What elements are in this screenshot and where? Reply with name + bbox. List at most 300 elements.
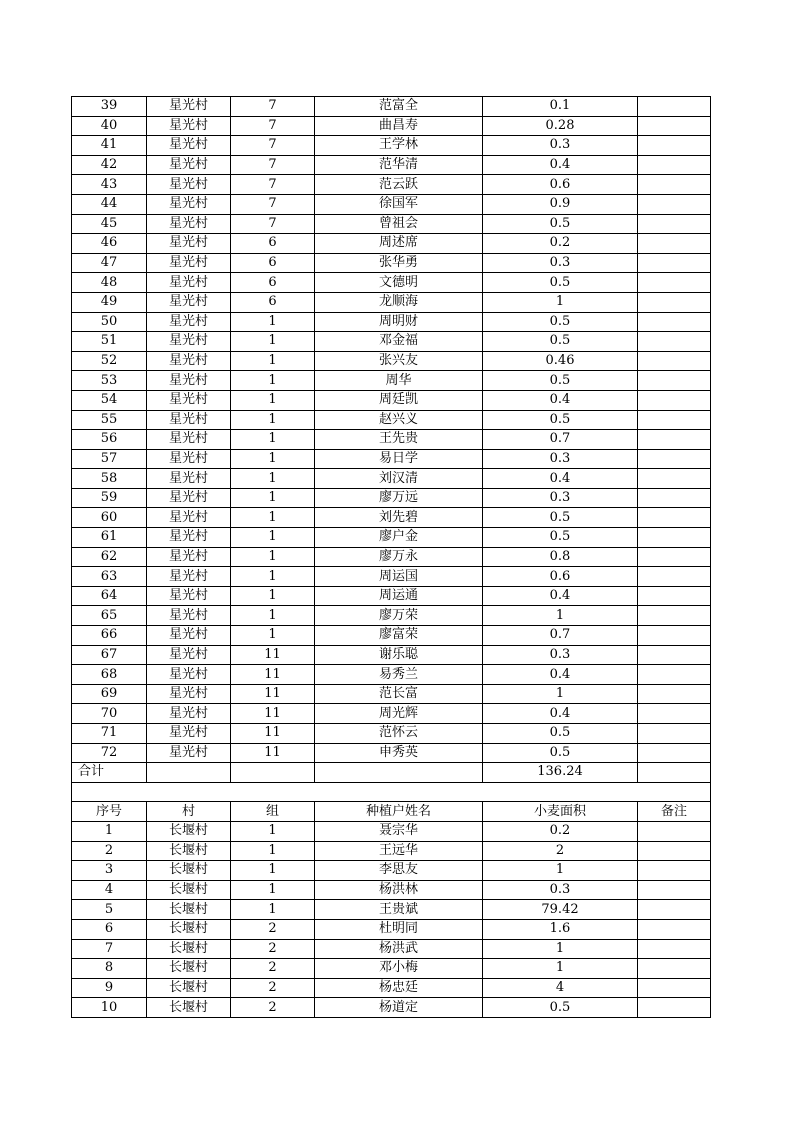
row-number-cell: 41 <box>72 136 147 156</box>
row-number-cell: 4 <box>72 880 147 900</box>
remarks-cell <box>638 900 711 920</box>
row-number-cell: 72 <box>72 743 147 763</box>
village-cell: 星光村 <box>147 136 231 156</box>
row-number-cell: 69 <box>72 684 147 704</box>
table-row <box>72 214 711 234</box>
group-cell: 7 <box>231 136 315 156</box>
group-cell: 7 <box>231 175 315 195</box>
village-cell: 星光村 <box>147 116 231 136</box>
farmer-name-cell: 周廷凯 <box>315 390 483 410</box>
row-number-cell: 55 <box>72 410 147 430</box>
wheat-area-cell: 1 <box>483 606 638 626</box>
wheat-area-cell: 0.4 <box>483 665 638 685</box>
remarks-cell <box>638 116 711 136</box>
wheat-area-cell: 0.9 <box>483 194 638 214</box>
village-cell: 星光村 <box>147 743 231 763</box>
table-row <box>72 743 711 763</box>
farmer-name-cell: 杨忠廷 <box>315 978 483 998</box>
village-cell: 星光村 <box>147 508 231 528</box>
remarks-cell <box>638 430 711 450</box>
farmer-name-cell: 范长富 <box>315 684 483 704</box>
village-cell: 星光村 <box>147 488 231 508</box>
remarks-cell <box>638 234 711 254</box>
table-row <box>72 449 711 469</box>
village-cell: 星光村 <box>147 371 231 391</box>
village-cell: 长堰村 <box>147 978 231 998</box>
remarks-cell <box>638 194 711 214</box>
table-row <box>72 508 711 528</box>
village-cell: 星光村 <box>147 194 231 214</box>
table-row <box>72 155 711 175</box>
village-cell: 长堰村 <box>147 919 231 939</box>
row-number-cell: 64 <box>72 586 147 606</box>
table-row <box>72 704 711 724</box>
wheat-area-cell: 0.4 <box>483 390 638 410</box>
farmer-name-cell: 周光辉 <box>315 704 483 724</box>
table-row <box>72 959 711 979</box>
farmer-name-cell: 周运通 <box>315 586 483 606</box>
village-cell: 星光村 <box>147 430 231 450</box>
village-cell: 星光村 <box>147 410 231 430</box>
row-number-cell: 44 <box>72 194 147 214</box>
group-cell: 11 <box>231 724 315 744</box>
village-cell: 星光村 <box>147 234 231 254</box>
wheat-area-cell: 0.5 <box>483 410 638 430</box>
row-number-cell: 43 <box>72 175 147 195</box>
row-number-cell: 57 <box>72 449 147 469</box>
remarks-cell <box>638 821 711 841</box>
group-cell: 6 <box>231 253 315 273</box>
village-cell: 星光村 <box>147 273 231 293</box>
farmer-name-cell: 杨道定 <box>315 998 483 1018</box>
wheat-area-cell: 0.5 <box>483 214 638 234</box>
village-cell: 星光村 <box>147 351 231 371</box>
farmer-name-cell: 徐国军 <box>315 194 483 214</box>
table-row <box>72 939 711 959</box>
village-cell: 星光村 <box>147 724 231 744</box>
wheat-area-cell: 0.5 <box>483 528 638 548</box>
farmer-name-cell: 张华勇 <box>315 253 483 273</box>
group-cell: 1 <box>231 586 315 606</box>
row-number-cell: 2 <box>72 841 147 861</box>
group-cell: 1 <box>231 528 315 548</box>
farmer-name-cell: 曾祖会 <box>315 214 483 234</box>
remarks-cell <box>638 371 711 391</box>
village-cell: 星光村 <box>147 312 231 332</box>
farmer-name-cell: 曲昌寿 <box>315 116 483 136</box>
table-row <box>72 253 711 273</box>
empty-cell <box>147 763 231 783</box>
group-cell: 6 <box>231 273 315 293</box>
row-number-cell: 42 <box>72 155 147 175</box>
farmer-name-cell: 龙顺海 <box>315 292 483 312</box>
remarks-cell <box>638 743 711 763</box>
row-number-cell: 56 <box>72 430 147 450</box>
table-row <box>72 880 711 900</box>
village-cell: 星光村 <box>147 253 231 273</box>
remarks-cell <box>638 508 711 528</box>
farmer-name-cell: 申秀英 <box>315 743 483 763</box>
column-header-row-number: 序号 <box>72 802 147 822</box>
village-cell: 星光村 <box>147 586 231 606</box>
row-number-cell: 67 <box>72 645 147 665</box>
remarks-cell <box>638 332 711 352</box>
column-header-farmer-name: 种植户姓名 <box>315 802 483 822</box>
village-cell: 星光村 <box>147 97 231 117</box>
village-cell: 长堰村 <box>147 880 231 900</box>
group-cell: 11 <box>231 704 315 724</box>
group-cell: 1 <box>231 861 315 881</box>
group-cell: 1 <box>231 626 315 646</box>
row-number-cell: 6 <box>72 919 147 939</box>
row-number-cell: 1 <box>72 821 147 841</box>
table-row <box>72 97 711 117</box>
row-number-cell: 71 <box>72 724 147 744</box>
row-number-cell: 68 <box>72 665 147 685</box>
village-cell: 星光村 <box>147 547 231 567</box>
farmer-name-cell: 杨洪武 <box>315 939 483 959</box>
table-row <box>72 861 711 881</box>
wheat-area-cell: 4 <box>483 978 638 998</box>
table-row <box>72 292 711 312</box>
remarks-cell <box>638 645 711 665</box>
farmer-name-cell: 谢乐聪 <box>315 645 483 665</box>
wheat-area-cell: 0.3 <box>483 880 638 900</box>
remarks-cell <box>638 861 711 881</box>
group-cell: 1 <box>231 410 315 430</box>
table-row <box>72 978 711 998</box>
wheat-area-cell: 0.5 <box>483 371 638 391</box>
table-row <box>72 312 711 332</box>
table-row <box>72 998 711 1018</box>
table-row <box>72 273 711 293</box>
row-number-cell: 47 <box>72 253 147 273</box>
table-row <box>72 900 711 920</box>
remarks-cell <box>638 410 711 430</box>
farmer-name-cell: 范富全 <box>315 97 483 117</box>
table-row <box>72 116 711 136</box>
village-cell: 星光村 <box>147 665 231 685</box>
remarks-cell <box>638 724 711 744</box>
wheat-area-cell: 0.5 <box>483 312 638 332</box>
empty-cell <box>315 763 483 783</box>
table-row <box>72 234 711 254</box>
wheat-area-cell: 0.3 <box>483 253 638 273</box>
remarks-cell <box>638 626 711 646</box>
group-cell: 6 <box>231 234 315 254</box>
farmer-name-cell: 廖万远 <box>315 488 483 508</box>
village-cell: 星光村 <box>147 292 231 312</box>
row-number-cell: 61 <box>72 528 147 548</box>
farmer-name-cell: 王远华 <box>315 841 483 861</box>
group-cell: 1 <box>231 390 315 410</box>
farmer-name-cell: 杨洪林 <box>315 880 483 900</box>
group-cell: 1 <box>231 371 315 391</box>
row-number-cell: 45 <box>72 214 147 234</box>
wheat-area-cell: 0.8 <box>483 547 638 567</box>
table-row <box>72 410 711 430</box>
farmer-name-cell: 李思友 <box>315 861 483 881</box>
village-cell: 长堰村 <box>147 939 231 959</box>
group-cell: 7 <box>231 155 315 175</box>
village-cell: 长堰村 <box>147 821 231 841</box>
row-number-cell: 3 <box>72 861 147 881</box>
group-cell: 11 <box>231 684 315 704</box>
farmer-name-cell: 范华清 <box>315 155 483 175</box>
table-row <box>72 469 711 489</box>
wheat-area-cell: 0.7 <box>483 626 638 646</box>
group-cell: 1 <box>231 567 315 587</box>
wheat-area-cell: 1.6 <box>483 919 638 939</box>
column-header-group: 组 <box>231 802 315 822</box>
remarks-cell <box>638 155 711 175</box>
group-cell: 2 <box>231 959 315 979</box>
wheat-area-cell: 0.5 <box>483 273 638 293</box>
remarks-cell <box>638 684 711 704</box>
row-number-cell: 49 <box>72 292 147 312</box>
farmer-name-cell: 易秀兰 <box>315 665 483 685</box>
table-row <box>72 586 711 606</box>
remarks-cell <box>638 175 711 195</box>
wheat-area-cell: 1 <box>483 861 638 881</box>
table-row <box>72 567 711 587</box>
table-row <box>72 488 711 508</box>
wheat-area-cell: 0.3 <box>483 488 638 508</box>
wheat-area-cell: 0.6 <box>483 567 638 587</box>
village-cell: 星光村 <box>147 528 231 548</box>
table-row <box>72 645 711 665</box>
row-number-cell: 9 <box>72 978 147 998</box>
wheat-area-cell: 0.3 <box>483 136 638 156</box>
farmer-name-cell: 张兴友 <box>315 351 483 371</box>
remarks-cell <box>638 919 711 939</box>
row-number-cell: 10 <box>72 998 147 1018</box>
row-number-cell: 48 <box>72 273 147 293</box>
farmer-name-cell: 文德明 <box>315 273 483 293</box>
village-cell: 星光村 <box>147 626 231 646</box>
group-cell: 1 <box>231 841 315 861</box>
group-cell: 7 <box>231 214 315 234</box>
row-number-cell: 5 <box>72 900 147 920</box>
row-number-cell: 7 <box>72 939 147 959</box>
remarks-cell <box>638 586 711 606</box>
remarks-cell <box>638 880 711 900</box>
group-cell: 1 <box>231 469 315 489</box>
group-cell: 1 <box>231 488 315 508</box>
village-cell: 长堰村 <box>147 998 231 1018</box>
group-cell: 1 <box>231 821 315 841</box>
row-number-cell: 50 <box>72 312 147 332</box>
wheat-area-cell: 0.3 <box>483 449 638 469</box>
header-row <box>72 802 711 822</box>
group-cell: 1 <box>231 547 315 567</box>
farmer-name-cell: 周述席 <box>315 234 483 254</box>
group-cell: 1 <box>231 880 315 900</box>
row-number-cell: 51 <box>72 332 147 352</box>
group-cell: 7 <box>231 97 315 117</box>
row-number-cell: 58 <box>72 469 147 489</box>
remarks-cell <box>638 292 711 312</box>
table-row <box>72 665 711 685</box>
group-cell: 11 <box>231 743 315 763</box>
table-row <box>72 606 711 626</box>
total-label: 合计 <box>72 763 147 783</box>
farmer-name-cell: 周明财 <box>315 312 483 332</box>
row-number-cell: 62 <box>72 547 147 567</box>
table-row <box>72 371 711 391</box>
farmer-name-cell: 赵兴义 <box>315 410 483 430</box>
row-number-cell: 8 <box>72 959 147 979</box>
wheat-area-cell: 2 <box>483 841 638 861</box>
row-number-cell: 53 <box>72 371 147 391</box>
farmer-name-cell: 周运国 <box>315 567 483 587</box>
column-header-remarks: 备注 <box>638 802 711 822</box>
wheat-area-cell: 0.5 <box>483 998 638 1018</box>
wheat-area-cell: 0.6 <box>483 175 638 195</box>
row-number-cell: 46 <box>72 234 147 254</box>
table-row <box>72 547 711 567</box>
remarks-cell <box>638 547 711 567</box>
wheat-planting-table <box>71 96 711 1018</box>
wheat-area-cell: 0.4 <box>483 704 638 724</box>
group-cell: 2 <box>231 919 315 939</box>
wheat-area-cell: 0.7 <box>483 430 638 450</box>
row-number-cell: 52 <box>72 351 147 371</box>
group-cell: 2 <box>231 939 315 959</box>
wheat-area-cell: 1 <box>483 684 638 704</box>
village-cell: 星光村 <box>147 684 231 704</box>
group-cell: 1 <box>231 508 315 528</box>
farmer-name-cell: 廖户金 <box>315 528 483 548</box>
remarks-cell <box>638 253 711 273</box>
table-row <box>72 626 711 646</box>
column-header-wheat-area: 小麦面积 <box>483 802 638 822</box>
remarks-cell <box>638 469 711 489</box>
table-row <box>72 528 711 548</box>
village-cell: 长堰村 <box>147 900 231 920</box>
remarks-cell <box>638 390 711 410</box>
wheat-area-cell: 0.5 <box>483 508 638 528</box>
group-cell: 7 <box>231 194 315 214</box>
farmer-name-cell: 易日学 <box>315 449 483 469</box>
remarks-cell <box>638 998 711 1018</box>
table-row <box>72 821 711 841</box>
village-cell: 星光村 <box>147 214 231 234</box>
table-row <box>72 430 711 450</box>
village-cell: 星光村 <box>147 332 231 352</box>
table-row <box>72 351 711 371</box>
wheat-area-cell: 1 <box>483 959 638 979</box>
remarks-cell <box>638 939 711 959</box>
group-cell: 11 <box>231 665 315 685</box>
table-row <box>72 332 711 352</box>
village-cell: 星光村 <box>147 567 231 587</box>
group-cell: 1 <box>231 449 315 469</box>
table-row <box>72 724 711 744</box>
remarks-cell <box>638 841 711 861</box>
farmer-name-cell: 范怀云 <box>315 724 483 744</box>
empty-cell <box>231 763 315 783</box>
village-cell: 星光村 <box>147 704 231 724</box>
farmer-name-cell: 邓金福 <box>315 332 483 352</box>
remarks-cell <box>638 704 711 724</box>
group-cell: 1 <box>231 430 315 450</box>
group-cell: 1 <box>231 351 315 371</box>
wheat-area-cell: 0.2 <box>483 234 638 254</box>
group-cell: 11 <box>231 645 315 665</box>
wheat-area-cell: 79.42 <box>483 900 638 920</box>
remarks-cell <box>638 273 711 293</box>
group-cell: 1 <box>231 332 315 352</box>
table-row <box>72 919 711 939</box>
table-row <box>72 175 711 195</box>
remarks-cell <box>638 136 711 156</box>
row-number-cell: 40 <box>72 116 147 136</box>
farmer-name-cell: 廖万永 <box>315 547 483 567</box>
row-number-cell: 59 <box>72 488 147 508</box>
remarks-cell <box>638 312 711 332</box>
wheat-area-cell: 0.5 <box>483 332 638 352</box>
farmer-name-cell: 刘先碧 <box>315 508 483 528</box>
wheat-area-cell: 1 <box>483 939 638 959</box>
village-cell: 星光村 <box>147 155 231 175</box>
village-cell: 星光村 <box>147 469 231 489</box>
total-value: 136.24 <box>483 763 638 783</box>
remarks-cell <box>638 606 711 626</box>
group-cell: 1 <box>231 312 315 332</box>
wheat-area-cell: 0.3 <box>483 645 638 665</box>
village-cell: 星光村 <box>147 390 231 410</box>
village-cell: 星光村 <box>147 606 231 626</box>
row-number-cell: 54 <box>72 390 147 410</box>
remarks-cell <box>638 978 711 998</box>
table-row <box>72 136 711 156</box>
group-cell: 2 <box>231 978 315 998</box>
row-number-cell: 65 <box>72 606 147 626</box>
farmer-name-cell: 周华 <box>315 371 483 391</box>
row-number-cell: 63 <box>72 567 147 587</box>
blank-separator-row <box>72 782 711 802</box>
wheat-area-cell: 0.2 <box>483 821 638 841</box>
wheat-area-cell: 0.4 <box>483 155 638 175</box>
farmer-name-cell: 王先贵 <box>315 430 483 450</box>
remarks-cell <box>638 567 711 587</box>
farmer-name-cell: 廖富荣 <box>315 626 483 646</box>
group-cell: 7 <box>231 116 315 136</box>
remarks-cell <box>638 665 711 685</box>
remarks-cell <box>638 214 711 234</box>
row-number-cell: 70 <box>72 704 147 724</box>
wheat-area-cell: 0.28 <box>483 116 638 136</box>
village-cell: 长堰村 <box>147 861 231 881</box>
farmer-name-cell: 邓小梅 <box>315 959 483 979</box>
group-cell: 2 <box>231 998 315 1018</box>
farmer-name-cell: 廖万荣 <box>315 606 483 626</box>
farmer-name-cell: 王学林 <box>315 136 483 156</box>
village-cell: 星光村 <box>147 645 231 665</box>
table-row <box>72 390 711 410</box>
table-row <box>72 684 711 704</box>
empty-cell <box>638 763 711 783</box>
wheat-area-cell: 1 <box>483 292 638 312</box>
wheat-area-cell: 0.4 <box>483 586 638 606</box>
remarks-cell <box>638 959 711 979</box>
row-number-cell: 66 <box>72 626 147 646</box>
group-cell: 6 <box>231 292 315 312</box>
remarks-cell <box>638 488 711 508</box>
remarks-cell <box>638 97 711 117</box>
row-number-cell: 60 <box>72 508 147 528</box>
